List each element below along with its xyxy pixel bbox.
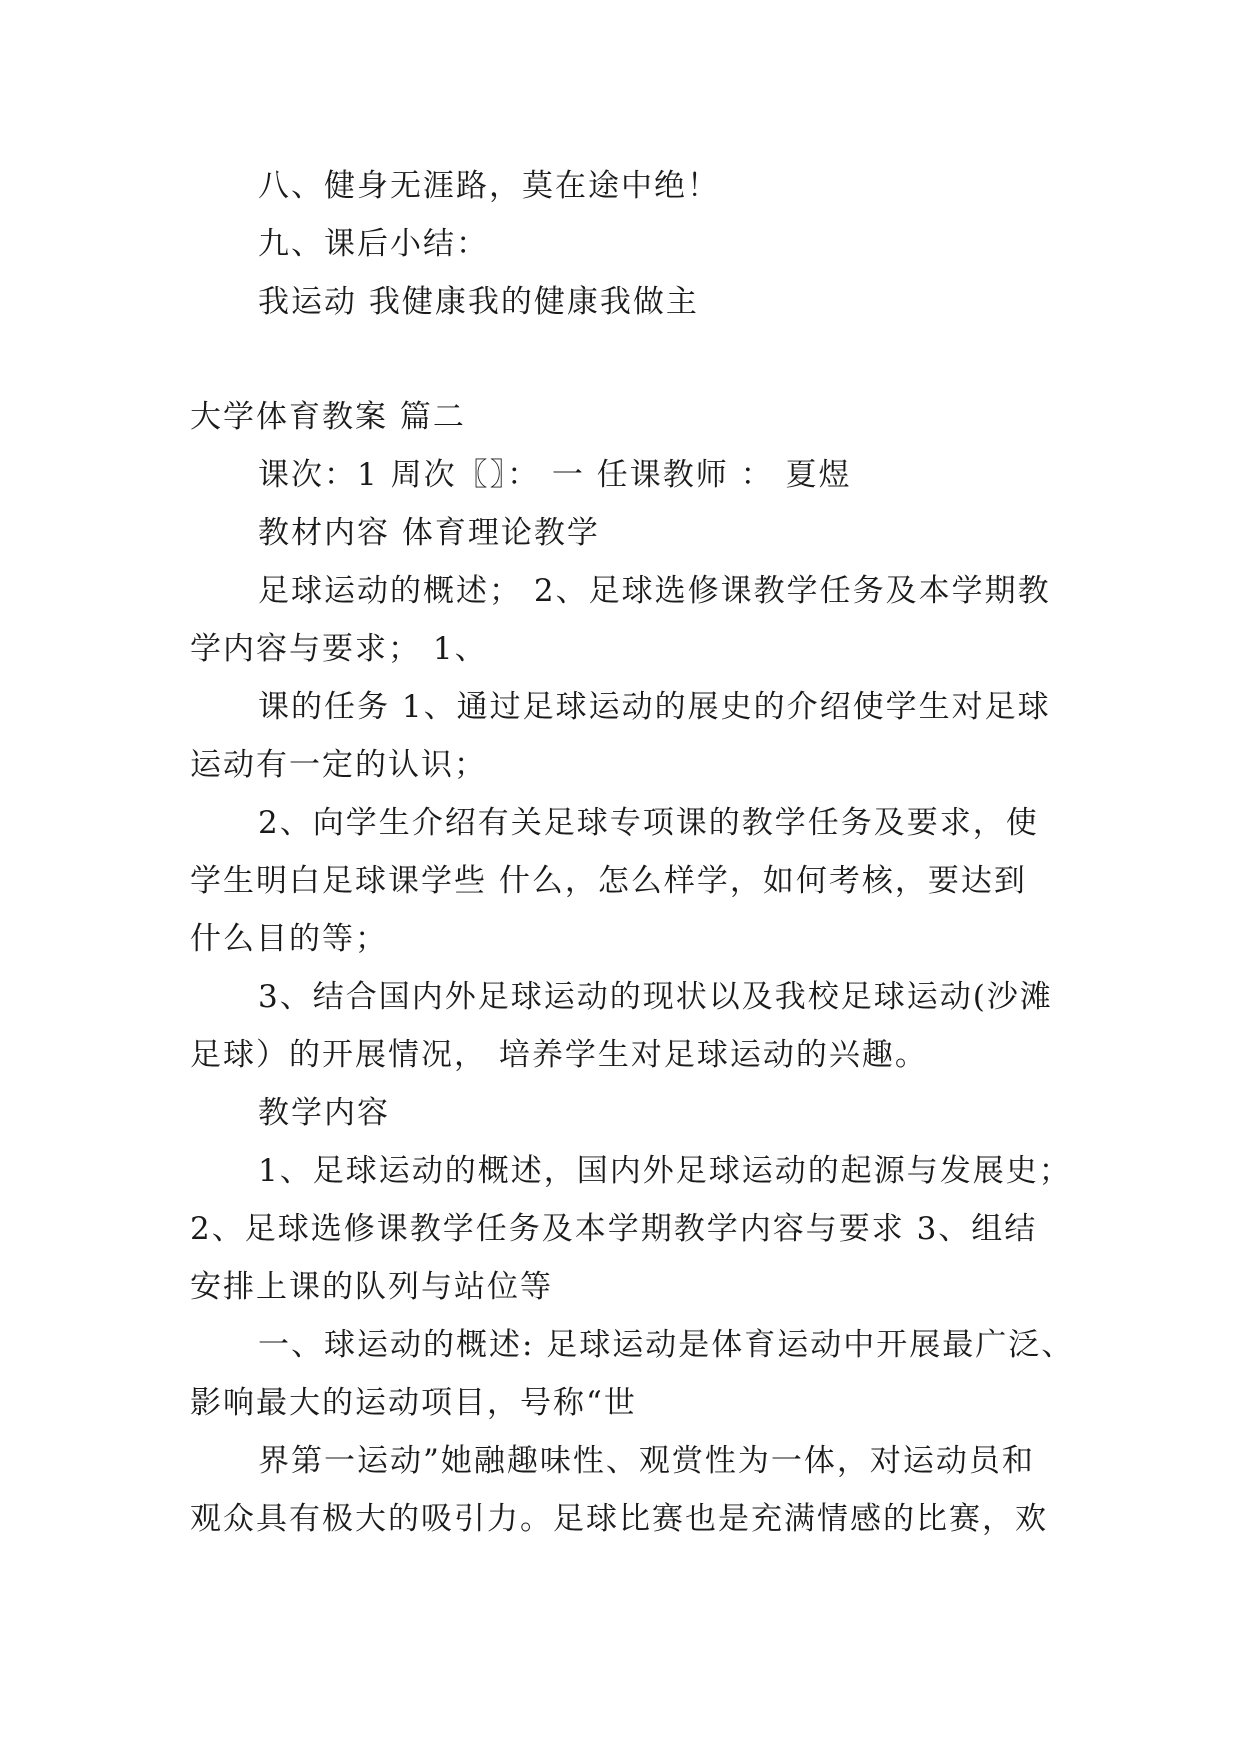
text-line-17: 1、足球运动的概述，国内外足球运动的起源与发展史；	[258, 1153, 1072, 1189]
text-line-7: 足球运动的概述； 2、足球选修课教学任务及本学期教	[258, 573, 1051, 609]
text-line-13: 什么目的等；	[190, 921, 388, 957]
text-line-1: 八、健身无涯路，莫在途中绝！	[258, 168, 720, 204]
text-line-14: 3、结合国内外足球运动的现状以及我校足球运动(沙滩	[258, 979, 1053, 1015]
text-line-3: 我运动 我健康我的健康我做主	[258, 284, 699, 320]
text-line-5: 课次：1 周次〖〗： 一 任课教师 ： 夏煜	[258, 457, 852, 493]
text-line-23: 观众具有极大的吸引力。足球比赛也是充满情感的比赛，欢	[190, 1501, 1048, 1537]
text-line-15: 足球）的开展情况， 培养学生对足球运动的兴趣。	[190, 1037, 928, 1073]
text-line-2: 九、课后小结：	[258, 226, 489, 262]
text-line-20: 一、球运动的概述: 足球运动是体育运动中开展最广泛、	[258, 1327, 1075, 1363]
text-line-16: 教学内容	[258, 1095, 390, 1131]
section-heading: 大学体育教案 篇二	[190, 399, 466, 435]
text-line-22: 界第一运动”她融趣味性、观赏性为一体，对运动员和	[258, 1443, 1035, 1479]
text-line-10: 运动有一定的认识；	[190, 747, 487, 783]
text-line-11: 2、向学生介绍有关足球专项课的教学任务及要求，使	[258, 805, 1039, 841]
text-line-6: 教材内容 体育理论教学	[258, 515, 600, 551]
text-line-19: 安排上课的队列与站位等	[190, 1269, 553, 1305]
text-line-12: 学生明白足球课学些 什么，怎么样学，如何考核，要达到	[190, 863, 1027, 899]
text-line-9: 课的任务 1、通过足球运动的展史的介绍使学生对足球	[258, 689, 1051, 725]
text-line-18: 2、足球选修课教学任务及本学期教学内容与要求 3、组结	[190, 1211, 1038, 1247]
text-line-8: 学内容与要求； 1、	[190, 631, 488, 667]
text-line-21: 影响最大的运动项目，号称“世	[190, 1385, 637, 1421]
